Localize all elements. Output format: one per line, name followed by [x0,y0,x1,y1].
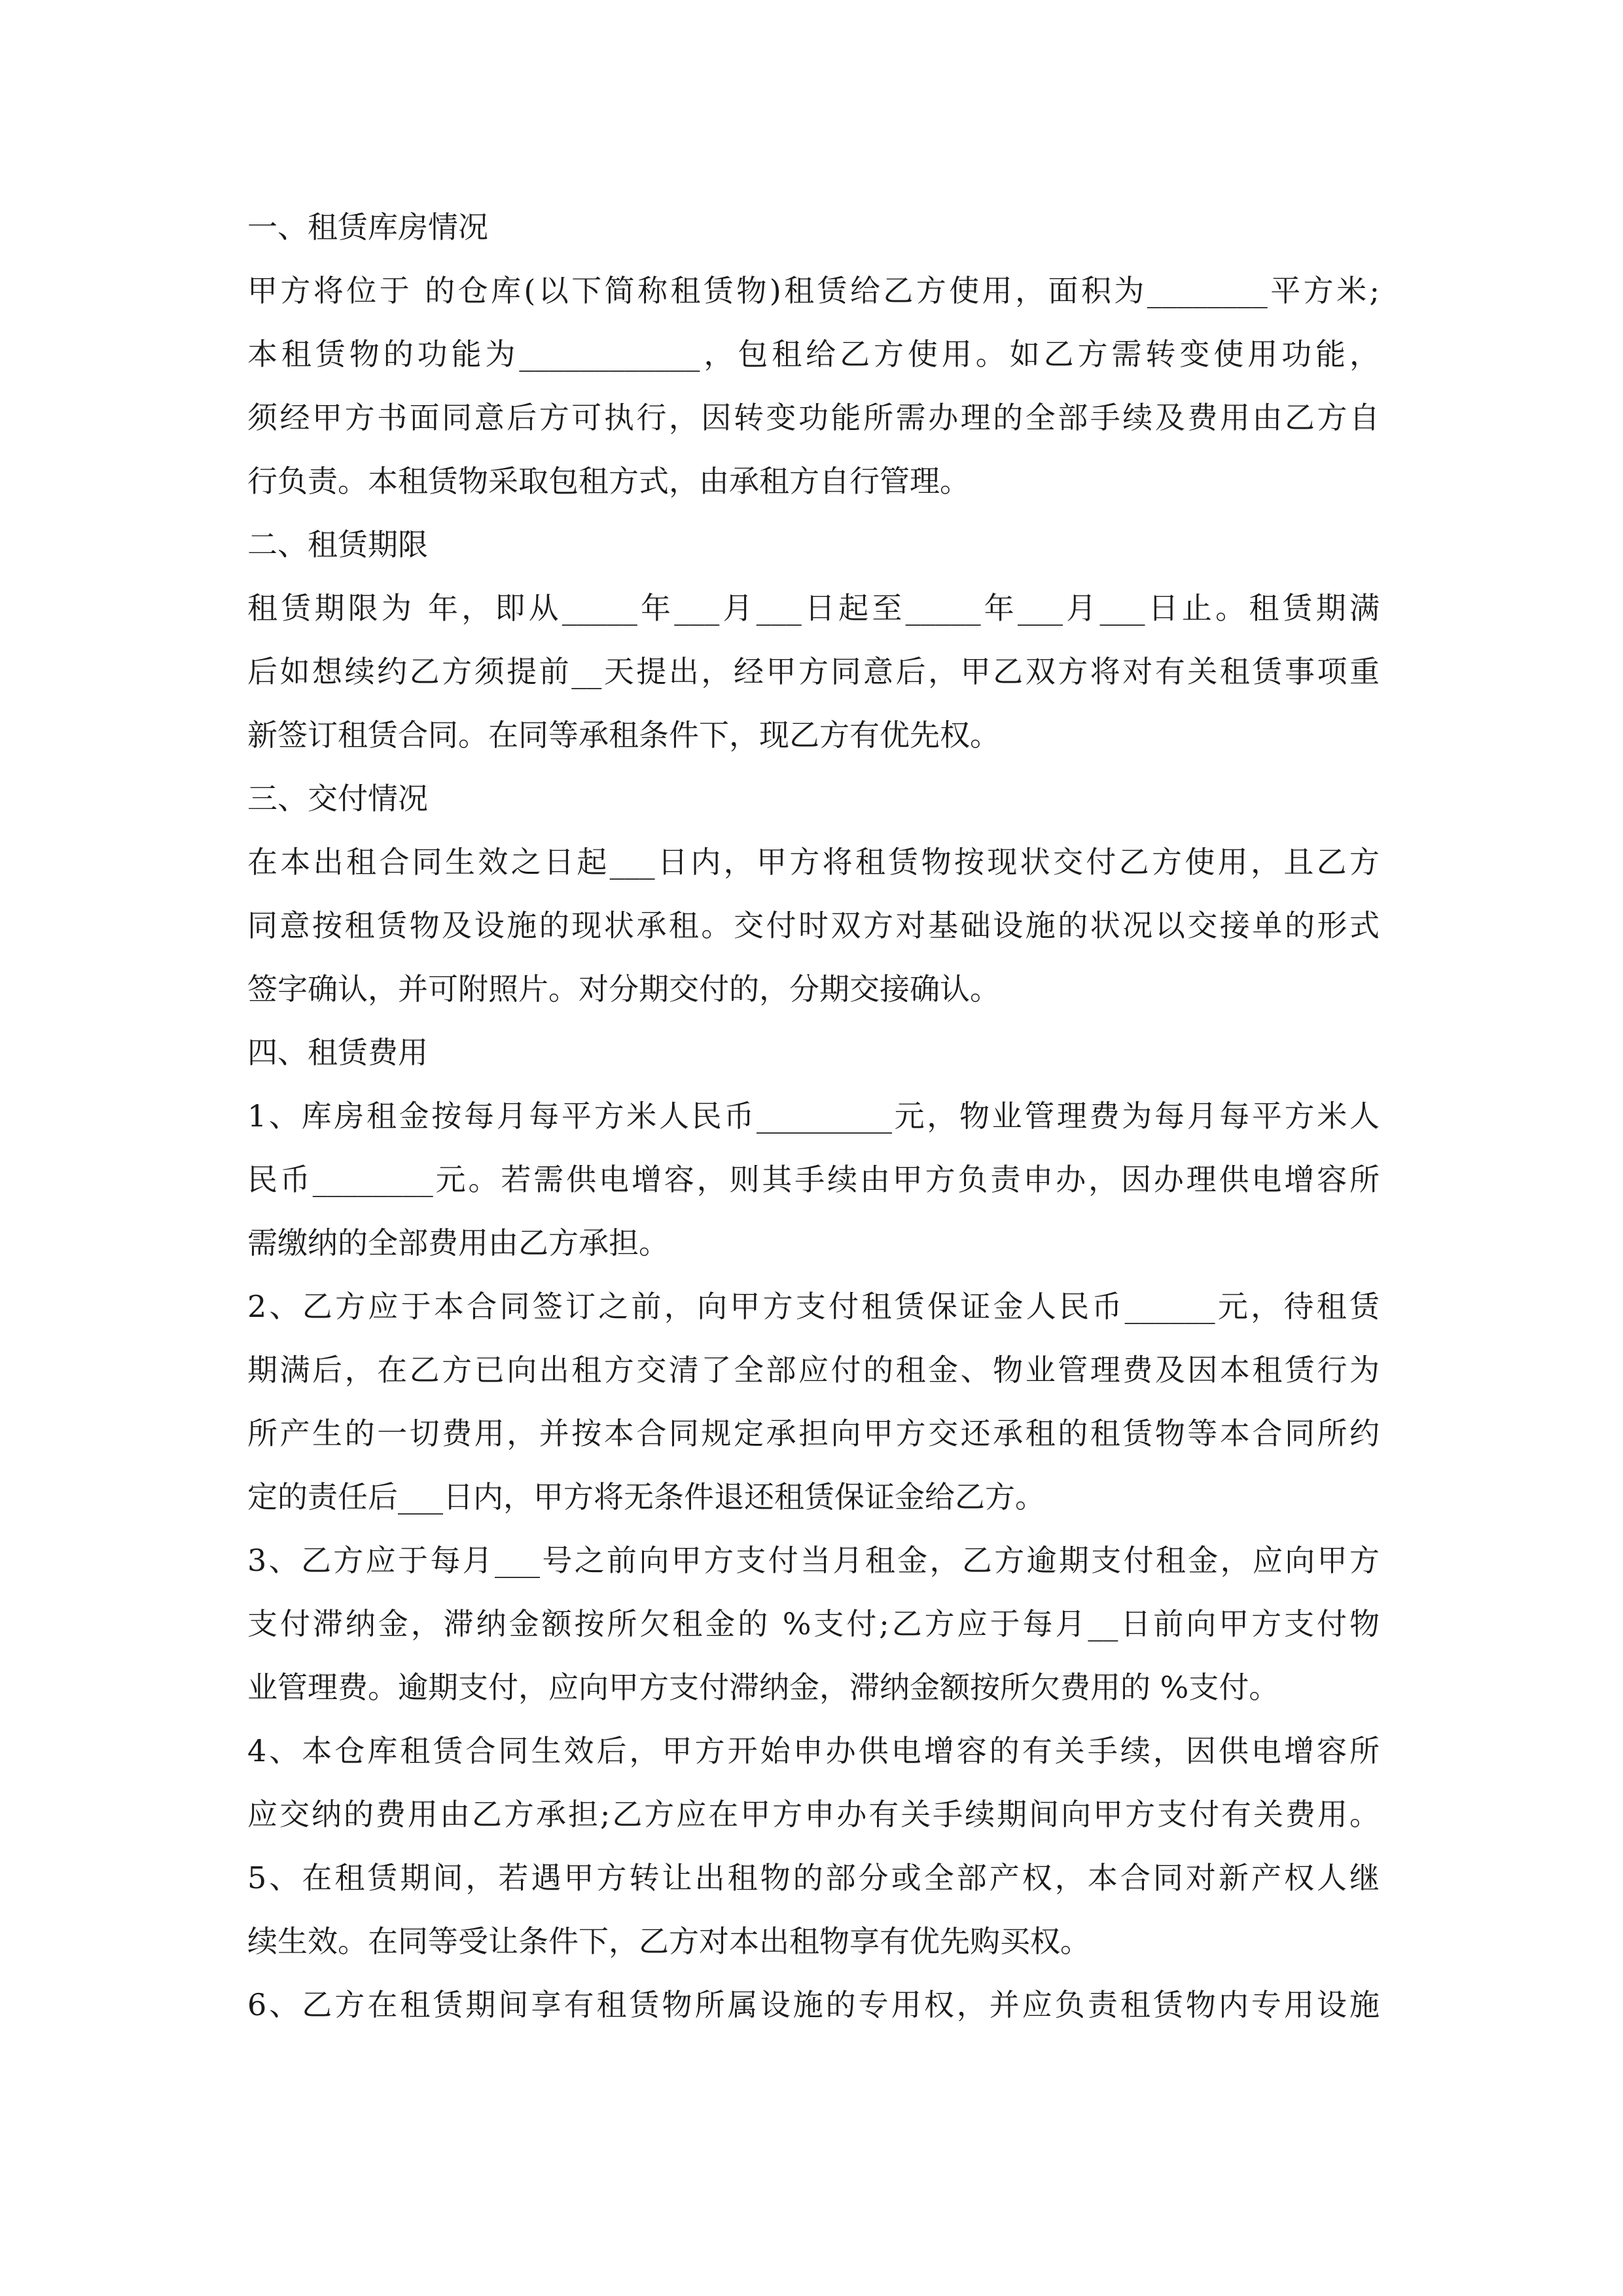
paragraph-line: 3、乙方应于每月___号之前向甲方支付当月租金，乙方逾期支付租金，应向甲方 [247,1543,1380,1578]
paragraph-line: 5、在租赁期间，若遇甲方转让出租物的部分或全部产权，本合同对新产权人继 [247,1860,1380,1895]
paragraph-line: 在本出租合同生效之日起___日内，甲方将租赁物按现状交付乙方使用，且乙方 [247,844,1380,880]
paragraph-line: 定的责任后___日内，甲方将无条件退还租赁保证金给乙方。 [247,1479,1045,1515]
section-heading-1: 一、租赁库房情况 [247,209,488,245]
paragraph-line: 同意按租赁物及设施的现状承租。交付时双方对基础设施的状况以交接单的形式 [247,908,1380,943]
paragraph-line: 业管理费。逾期支付，应向甲方支付滞纳金，滞纳金额按所欠费用的 %支付。 [247,1670,1279,1705]
paragraph-line: 需缴纳的全部费用由乙方承担。 [247,1225,669,1261]
paragraph-line: 签字确认，并可附照片。对分期交付的，分期交接确认。 [247,971,1000,1007]
section-heading-3: 三、交付情况 [247,781,428,816]
paragraph-line: 所产生的一切费用，并按本合同规定承担向甲方交还承租的租赁物等本合同所约 [247,1416,1380,1451]
paragraph-line: 新签订租赁合同。在同等承租条件下，现乙方有优先权。 [247,717,1000,753]
paragraph-line: 6、乙方在租赁期间享有租赁物所属设施的专用权，并应负责租赁物内专用设施 [247,1987,1380,2022]
section-heading-2: 二、租赁期限 [247,527,428,562]
paragraph-line: 本租赁物的功能为____________，包租给乙方使用。如乙方需转变使用功能， [247,336,1380,372]
paragraph-line: 行负责。本租赁物采取包租方式，由承租方自行管理。 [247,463,970,499]
paragraph-line: 后如想续约乙方须提前__天提出，经甲方同意后，甲乙双方将对有关租赁事项重 [247,654,1380,689]
paragraph-line: 4、本仓库租赁合同生效后，甲方开始申办供电增容的有关手续，因供电增容所 [247,1733,1380,1768]
paragraph-line: 租赁期限为 年，即从_____年___月___日起至_____年___月___日止。租赁期满 [247,590,1380,626]
section-heading-4: 四、租赁费用 [247,1035,428,1070]
paragraph-line: 支付滞纳金，滞纳金额按所欠租金的 %支付;乙方应于每月__日前向甲方支付物 [247,1606,1380,1641]
paragraph-line: 应交纳的费用由乙方承担;乙方应在甲方申办有关手续期间向甲方支付有关费用。 [247,1797,1380,1832]
paragraph-line: 2、乙方应于本合同签订之前，向甲方支付租赁保证金人民币______元，待租赁 [247,1289,1380,1324]
paragraph-line: 民币________元。若需供电增容，则其手续由甲方负责申办，因办理供电增容所 [247,1162,1380,1197]
paragraph-line: 续生效。在同等受让条件下，乙方对本出租物享有优先购买权。 [247,1924,1090,1959]
paragraph-line: 期满后，在乙方已向出租方交清了全部应付的租金、物业管理费及因本租赁行为 [247,1352,1380,1388]
paragraph-line: 1、库房租金按每月每平方米人民币_________元，物业管理费为每月每平方米人 [247,1098,1380,1134]
paragraph-line: 须经甲方书面同意后方可执行，因转变功能所需办理的全部手续及费用由乙方自 [247,400,1380,435]
paragraph-line: 甲方将位于 的仓库(以下简称租赁物)租赁给乙方使用，面积为________平方米; [247,273,1380,308]
